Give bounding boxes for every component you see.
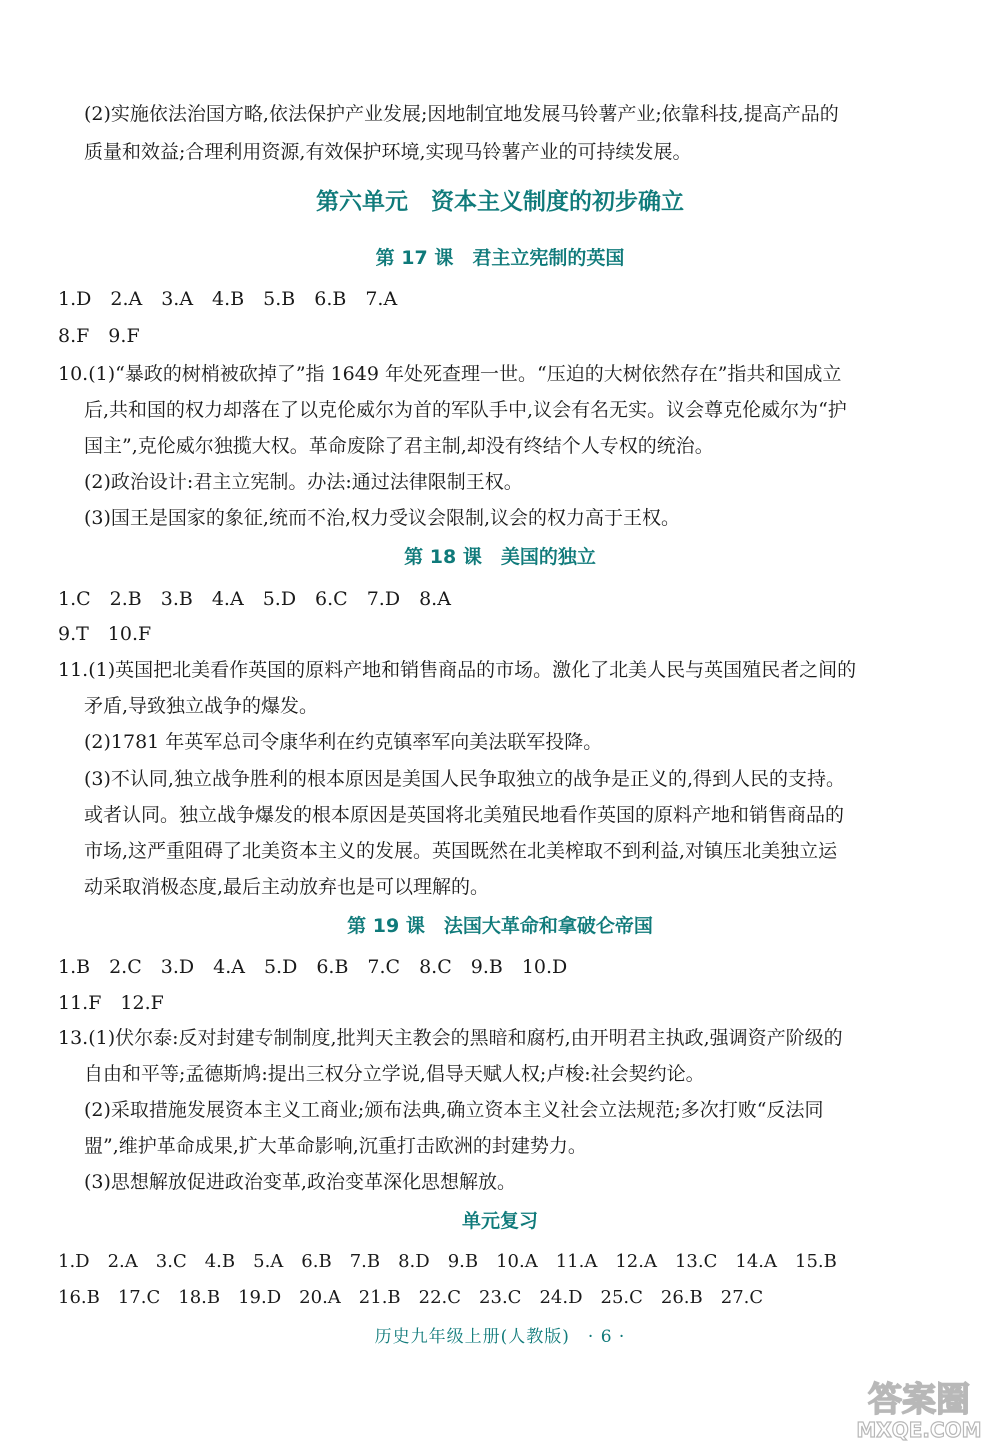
page-footer: 历史九年级上册(人教版) · 6 · xyxy=(374,1327,626,1347)
answer-line: (3)国王是国家的象征,统而不治,权力受议会限制,议会的权力高于王权。 xyxy=(84,507,681,529)
answer-line: 或者认同。独立战争爆发的根本原因是英国将北美殖民地看作英国的原料产地和销售商品的 xyxy=(84,804,845,826)
answer-line: (3)思想解放促进政治变革,政治变革深化思想解放。 xyxy=(84,1171,516,1193)
answer-line: 9.T 10.F xyxy=(58,623,152,645)
answer-line: 8.F 9.F xyxy=(58,325,140,347)
intro-line: 质量和效益;合理利用资源,有效保护环境,实现马铃薯产业的可持续发展。 xyxy=(84,141,692,163)
answer-line: 10.(1)“暴政的树梢被砍掉了”指 1649 年处死查理一世。“压迫的大树依然存在”指共和国成立 xyxy=(58,363,842,385)
review-title: 单元复习 xyxy=(461,1210,538,1232)
answer-line: 13.(1)伏尔泰:反对封建专制制度,批判天主教会的黑暗和腐朽,由开明君主执政,强调资产阶级的 xyxy=(58,1027,843,1049)
answer-line: 后,共和国的权力却落在了以克伦威尔为首的军队手中,议会有名无实。议会尊克伦威尔为“护 xyxy=(84,399,847,421)
intro-line: (2)实施依法治国方略,依法保护产业发展;因地制宜地发展马铃薯产业;依靠科技,提高产品的 xyxy=(84,103,839,125)
answer-line: 1.B 2.C 3.D 4.A 5.D 6.B 7.C 8.C 9.B 10.D xyxy=(58,956,568,978)
answer-line: (2)采取措施发展资本主义工商业;颁布法典,确立资本主义社会立法规范;多次打败“反法同 xyxy=(84,1099,824,1121)
answer-line: 自由和平等;孟德斯鸠:提出三权分立学说,倡导天赋人权;卢梭:社会契约论。 xyxy=(84,1063,705,1085)
answer-line: 动采取消极态度,最后主动放弃也是可以理解的。 xyxy=(84,876,490,898)
answer-line: 16.B 17.C 18.B 19.D 20.A 21.B 22.C 23.C 24.D 25.C 26.B 27.C xyxy=(58,1287,764,1308)
answer-line: 盟”,维护革命成果,扩大革命影响,沉重打击欧洲的封建势力。 xyxy=(84,1135,587,1157)
answer-line: (3)不认同,独立战争胜利的根本原因是美国人民争取独立的战争是正义的,得到人民的支持。 xyxy=(84,768,845,790)
watermark-graphic xyxy=(844,1373,994,1443)
answer-line: 11.(1)英国把北美看作英国的原料产地和销售商品的市场。激化了北美人民与英国殖民者之间的 xyxy=(58,659,857,681)
answer-line: 1.D 2.A 3.C 4.B 5.A 6.B 7.B 8.D 9.B 10.A 11.A 12.A 13.C 14.A 15.B xyxy=(58,1251,837,1272)
watermark-big-text: 答案圈 xyxy=(868,1380,970,1420)
answer-line: (2)政治设计:君主立宪制。办法:通过法律限制王权。 xyxy=(84,471,523,493)
lesson-17-title: 第 17 课 君主立宪制的英国 xyxy=(375,247,625,269)
answer-line: 1.D 2.A 3.A 4.B 5.B 6.B 7.A xyxy=(58,288,398,310)
answer-line: 市场,这严重阻碍了北美资本主义的发展。英国既然在北美榨取不到利益,对镇压北美独立运 xyxy=(84,840,838,862)
watermark-logo xyxy=(844,1373,994,1443)
answer-line: 矛盾,导致独立战争的爆发。 xyxy=(84,695,319,717)
answer-line: 国主”,克伦威尔独揽大权。革命废除了君主制,却没有终结个人专权的统治。 xyxy=(84,435,714,457)
lesson-18-title: 第 18 课 美国的独立 xyxy=(404,546,596,568)
watermark-small-text: MXQE.COM xyxy=(856,1418,982,1442)
answer-line: 11.F 12.F xyxy=(58,992,164,1014)
lesson-19-title: 第 19 课 法国大革命和拿破仑帝国 xyxy=(347,915,653,937)
unit-title: 第六单元 资本主义制度的初步确立 xyxy=(316,189,684,215)
answer-line: 1.C 2.B 3.B 4.A 5.D 6.C 7.D 8.A xyxy=(58,588,451,610)
answer-line: (2)1781 年英军总司令康华利在约克镇率军向美法联军投降。 xyxy=(84,731,603,753)
